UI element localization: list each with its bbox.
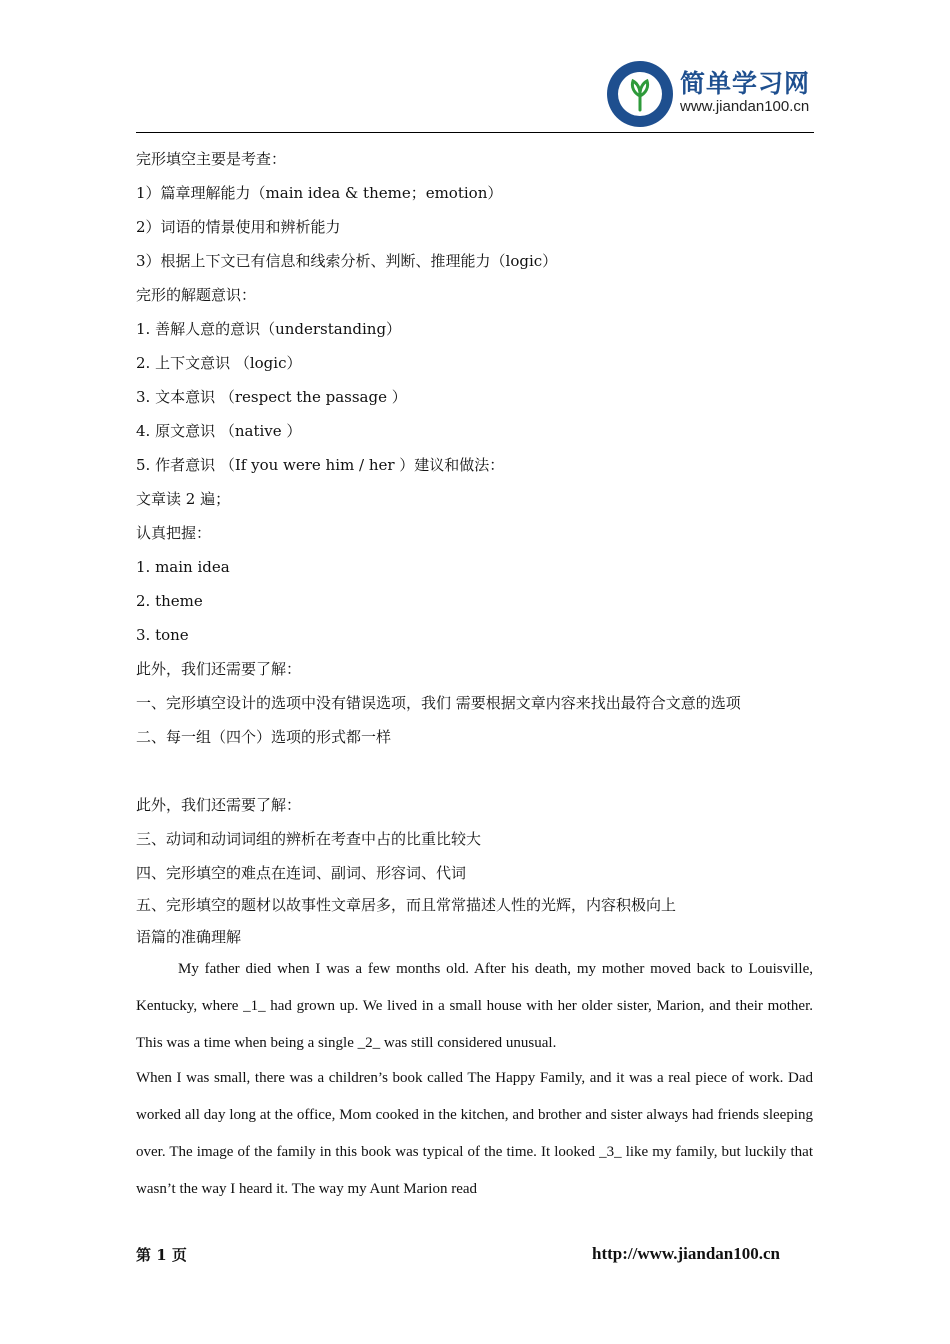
- text-line: 此外，我们还需要了解：: [136, 660, 302, 678]
- logo-emblem-icon: [606, 60, 674, 128]
- text-line: 2. 上下文意识 （logic）: [136, 354, 302, 372]
- logo-url: www.jiandan100.cn: [680, 98, 810, 115]
- text-line: 五、完形填空的题材以故事性文章居多，而且常常描述人性的光辉，内容积极向上: [136, 896, 677, 914]
- text-line: 文章读 2 遍；: [136, 490, 231, 508]
- text-line: 2. theme: [136, 592, 203, 610]
- text-line: 三、动词和动词词组的辨析在考查中占的比重比较大: [136, 830, 482, 848]
- page-number: 第 1 页: [136, 1246, 187, 1264]
- passage-paragraph: When I was small, there was a children’s book called The Happy Family, and it was a real piece of work. Dad worked all day long at the office, Mom cooked in the kitchen, and brother and sister always had friends sleeping over. The image of the family in this book was typical of the time. It looked _3_ like my family, but luckily that wasn’t the way I heard it. The way my Aunt Marion read: [136, 1070, 813, 1197]
- text-line: 3. tone: [136, 626, 189, 644]
- text-line: 四、完形填空的难点在连词、副词、形容词、代词: [136, 864, 467, 882]
- text-line: 一、完形填空设计的选项中没有错误选项，我们 需要根据文章内容来找出最符合文意的选项: [136, 694, 741, 712]
- text-line: 此外，我们还需要了解：: [136, 796, 302, 814]
- passage-paragraph: My father died when I was a few months old. After his death, my mother moved back to Louisville, Kentucky, where _1_ had grown up. We lived in a small house with her older sister, Marion, and their mother. This was a time when being a single _2_ was still considered unusual.: [136, 961, 813, 1051]
- section-heading: 语篇的准确理解: [136, 928, 242, 946]
- text-line: 完形填空主要是考查：: [136, 150, 287, 168]
- logo-title: 简单学习网: [680, 69, 811, 98]
- text-line: 1）篇章理解能力（main idea & theme；emotion）: [136, 184, 503, 202]
- text-line: 4. 原文意识 （native ）: [136, 422, 302, 440]
- text-line: 2）词语的情景使用和辨析能力: [136, 218, 341, 236]
- header-divider: [136, 132, 814, 133]
- text-line: 二、每一组（四个）选项的形式都一样: [136, 728, 392, 746]
- text-line: 认真把握：: [136, 524, 212, 542]
- text-line: 5. 作者意识 （If you were him / her ）建议和做法：: [136, 456, 505, 474]
- text-line: 完形的解题意识：: [136, 286, 257, 304]
- site-logo[interactable]: [606, 60, 816, 128]
- text-line: 3）根据上下文已有信息和线索分析、判断、推理能力（logic）: [136, 252, 558, 270]
- text-line: 3. 文本意识 （respect the passage ）: [136, 388, 407, 406]
- text-line: 1. 善解人意的意识（understanding）: [136, 320, 402, 338]
- footer-url[interactable]: http://www.jiandan100.cn: [592, 1244, 780, 1263]
- text-line: 1. main idea: [136, 558, 230, 576]
